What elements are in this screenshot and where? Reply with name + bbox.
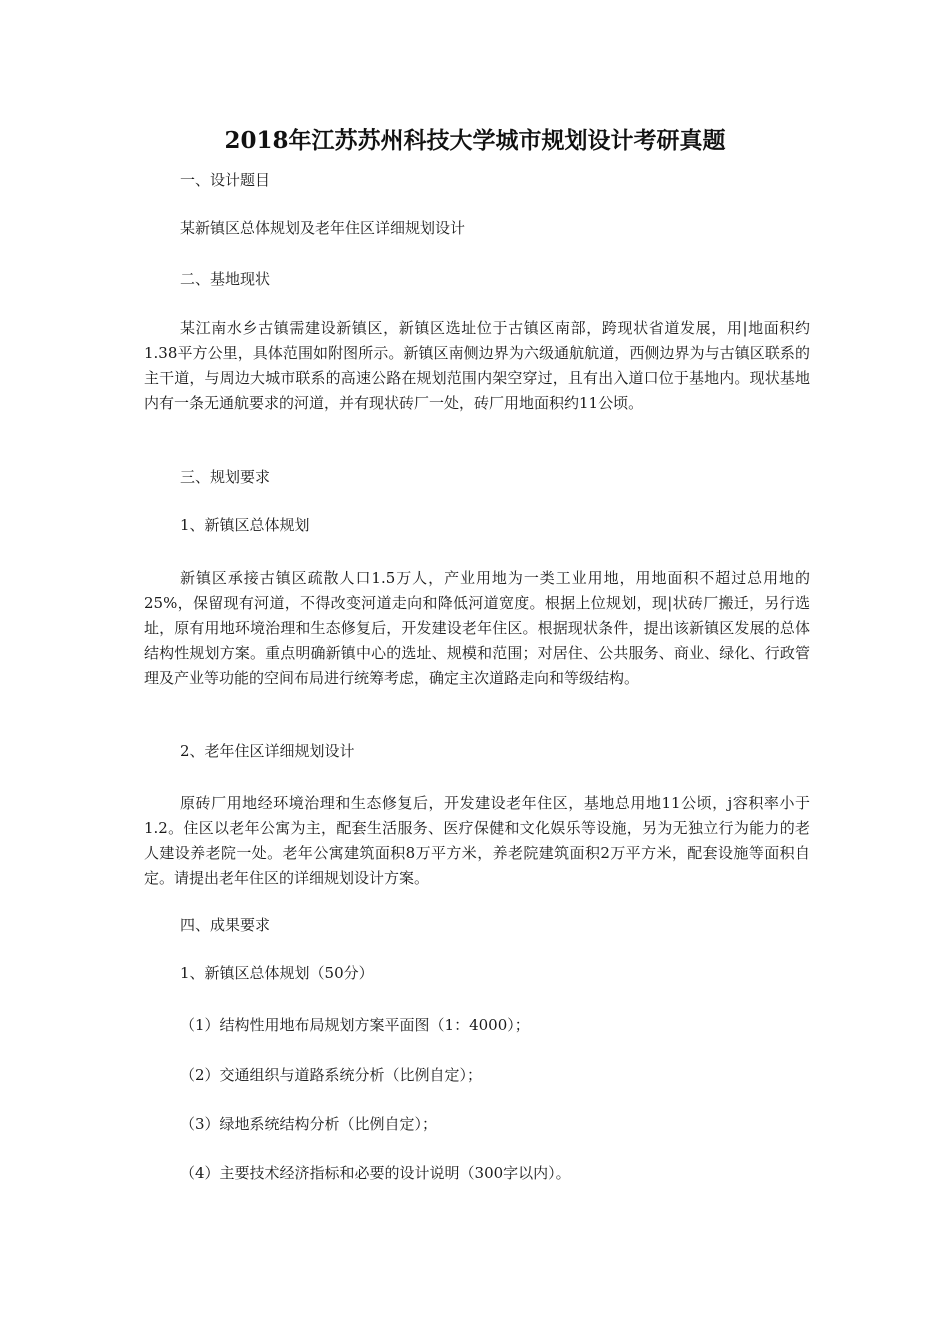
document-title: 2018年江苏苏州科技大学城市规划设计考研真题 (224, 127, 726, 154)
deliverable-item-4: （4）主要技术经济指标和必要的设计说明（300字以内）。 (180, 1164, 571, 1182)
deliverable-item-1: （1）结构性用地布局规划方案平面图（1：4000）； (180, 1016, 530, 1034)
elderly-community-paragraph: 原砖厂用地经环境治理和生态修复后，开发建设老年住区，基地总用地11公顷，j容积率小于1.2。住区以老年公寓为主，配套生活服务、医疗保健和文化娱乐等设施，另为无独立行为能力的老人建设养老院一处。老年公寓建筑面积8万平方米，养老院建筑面积2万平方米，配套设施等面积自定。请提出老年住区的详细规划设计方案。 (144, 794, 810, 887)
section-heading-deliverables: 四、成果要求 (180, 916, 271, 934)
section-heading-planning-requirements: 三、规划要求 (180, 468, 271, 486)
subheading-new-town-master-plan: 1、新镇区总体规划 (180, 516, 310, 534)
section-heading-design-topic: 一、设计题目 (180, 171, 271, 189)
subheading-elderly-community-design: 2、老年住区详细规划设计 (180, 742, 355, 760)
section-heading-site-status: 二、基地现状 (180, 270, 271, 288)
site-status-paragraph: 某江南水乡古镇需建设新镇区，新镇区选址位于古镇区南部，跨现状省道发展，用|地面积约1.38平方公里，具体范围如附图所示。新镇区南侧边界为六级通航航道，西侧边界为与古镇区联系的主干道，与周边大城市联系的高速公路在规划范围内架空穿过，且有出入道口位于基地内。现状基地内有一条无通航要求的河道，并有现状砖厂一处，砖厂用地面积约11公顷。 (144, 319, 810, 412)
deliverable-item-3: （3）绿地系统结构分析（比例自定）； (180, 1115, 438, 1133)
subheading-deliverables-master-plan: 1、新镇区总体规划（50分） (180, 964, 374, 982)
new-town-plan-paragraph: 新镇区承接古镇区疏散人口1.5万人，产业用地为一类工业用地，用地面积不超过总用地的25%，保留现有河道，不得改变河道走向和降低河道宽度。根据上位规划，现|状砖厂搬迁，另行选址，原有用地环境治理和生态修复后，开发建设老年住区。根据现状条件，提出该新镇区发展的总体结构性规划方案。重点明确新镇中心的选址、规模和范围；对居住、公共服务、商业、绿化、行政管理及产业等功能的空间布局进行统筹考虑，确定主次道路走向和等级结构。 (144, 569, 810, 687)
design-topic-text: 某新镇区总体规划及老年住区详细规划设计 (180, 219, 466, 237)
deliverable-item-2: （2）交通组织与道路系统分析（比例自定）； (180, 1066, 483, 1084)
